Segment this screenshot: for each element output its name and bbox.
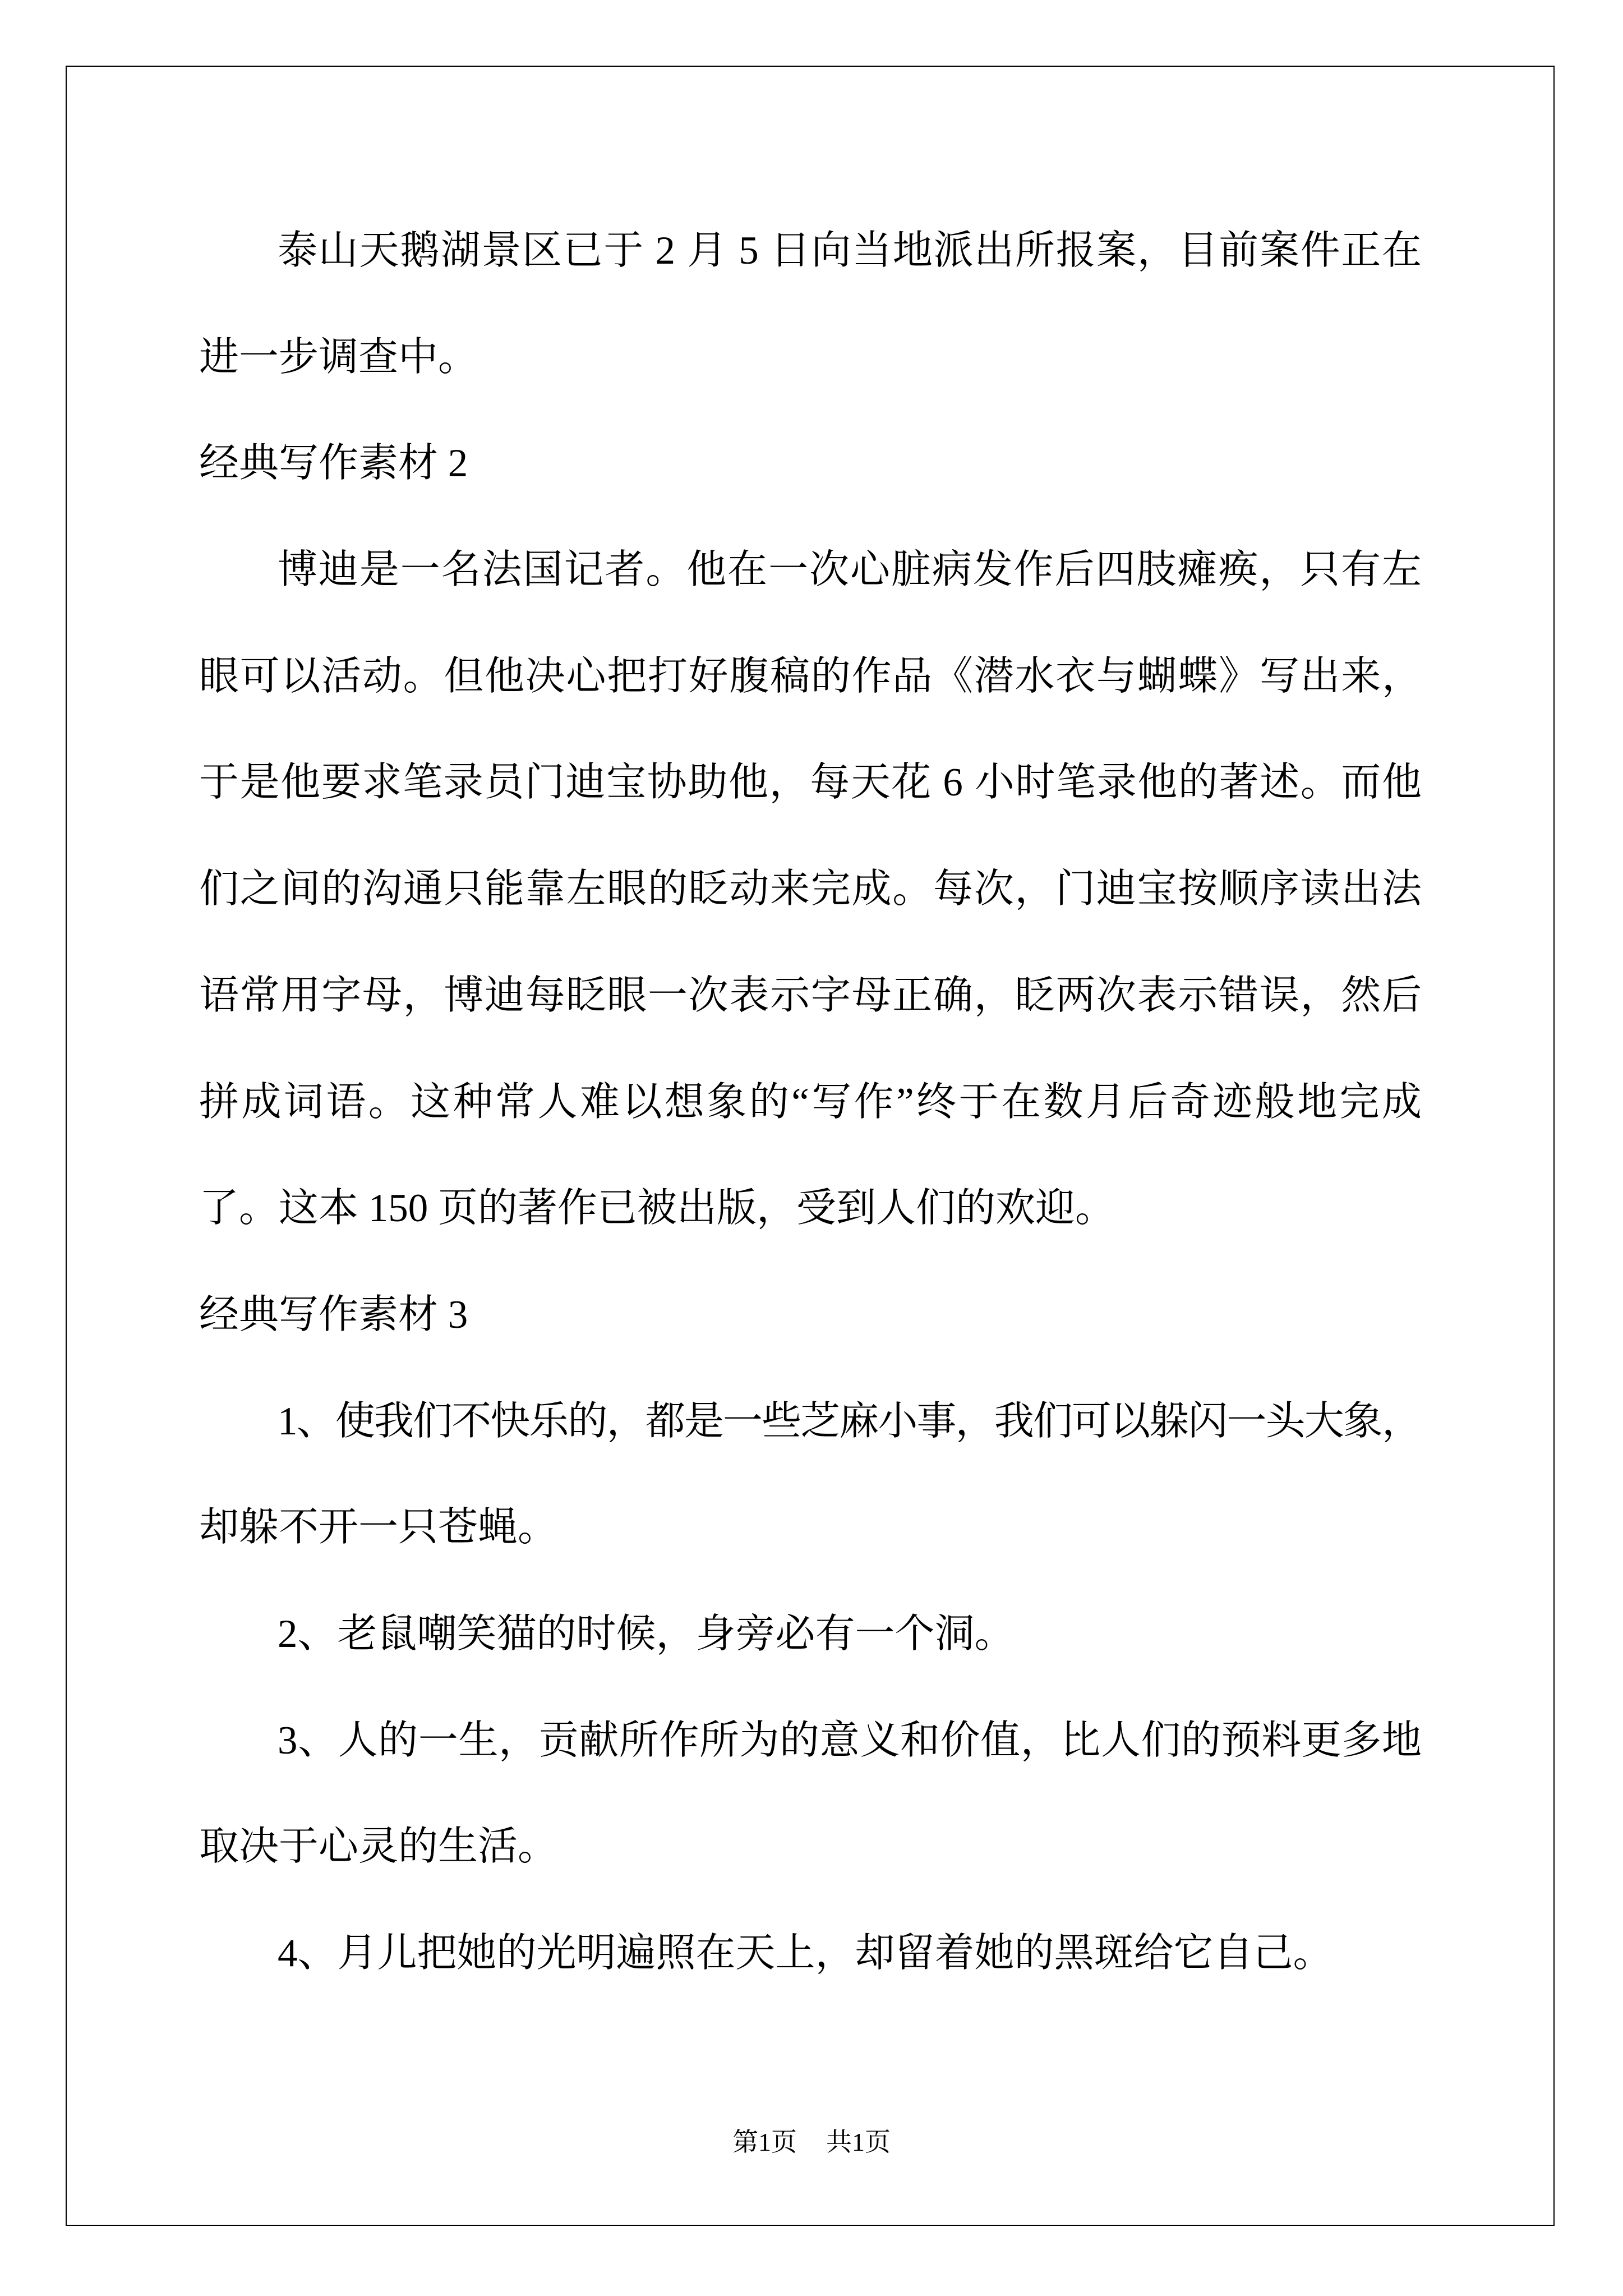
section-heading xyxy=(199,411,1422,517)
page-footer xyxy=(0,2125,1623,2159)
document-body xyxy=(199,198,1422,2007)
section-heading-text: 经典写作素材 3 xyxy=(199,1292,468,1337)
text-line: 4、月儿把她的光明遍照在天上，却留着她的黑斑给它自己。 xyxy=(278,1931,1333,1975)
list-item xyxy=(199,1369,1422,1581)
text-line: 博迪是一名法国记者。他在一次心脏病发作后四肢瘫痪，只有左 xyxy=(278,548,1423,592)
text-line: 于是他要求笔录员门迪宝协助他，每天花 6 小时笔录他的著述。而他 xyxy=(199,761,1423,805)
list-item xyxy=(199,1688,1422,1901)
text-line: 眼可以活动。但他决心把打好腹稿的作品《潜水衣与蝴蝶》写出来， xyxy=(199,654,1423,698)
text-line: 却躲不开一只苍蝇。 xyxy=(199,1506,558,1550)
list-item xyxy=(199,1901,1422,2007)
section-heading-text: 经典写作素材 2 xyxy=(199,441,468,486)
section-heading xyxy=(199,1262,1422,1369)
paragraph xyxy=(199,198,1422,411)
text-line: 取决于心灵的生活。 xyxy=(199,1825,558,1869)
paragraph xyxy=(199,517,1422,1262)
text-line: 拼成词语。这种常人难以想象的“写作”终于在数月后奇迹般地完成 xyxy=(199,1080,1424,1124)
text-line: 泰山天鹅湖景区已于 2 月 5 日向当地派出所报案，目前案件正在 xyxy=(278,229,1423,273)
text-line: 了。这本 150 页的著作已被出版，受到人们的欢迎。 xyxy=(199,1186,1115,1231)
list-item xyxy=(199,1581,1422,1688)
page-total: 共1页 xyxy=(826,2128,891,2156)
text-line: 进一步调查中。 xyxy=(199,335,478,379)
text-line: 2、老鼠嘲笑猫的时候，身旁必有一个洞。 xyxy=(278,1612,1015,1656)
text-line: 语常用字母，博迪每眨眼一次表示字母正确，眨两次表示错误，然后 xyxy=(199,973,1423,1018)
text-line: 3、人的一生，贡献所作所为的意义和价值，比人们的预料更多地 xyxy=(278,1718,1422,1763)
page-number: 第1页 xyxy=(732,2128,797,2156)
text-line: 们之间的沟通只能靠左眼的眨动来完成。每次，门迪宝按顺序读出法 xyxy=(199,867,1423,912)
text-line: 1、使我们不快乐的，都是一些芝麻小事，我们可以躲闪一头大象， xyxy=(278,1399,1421,1443)
